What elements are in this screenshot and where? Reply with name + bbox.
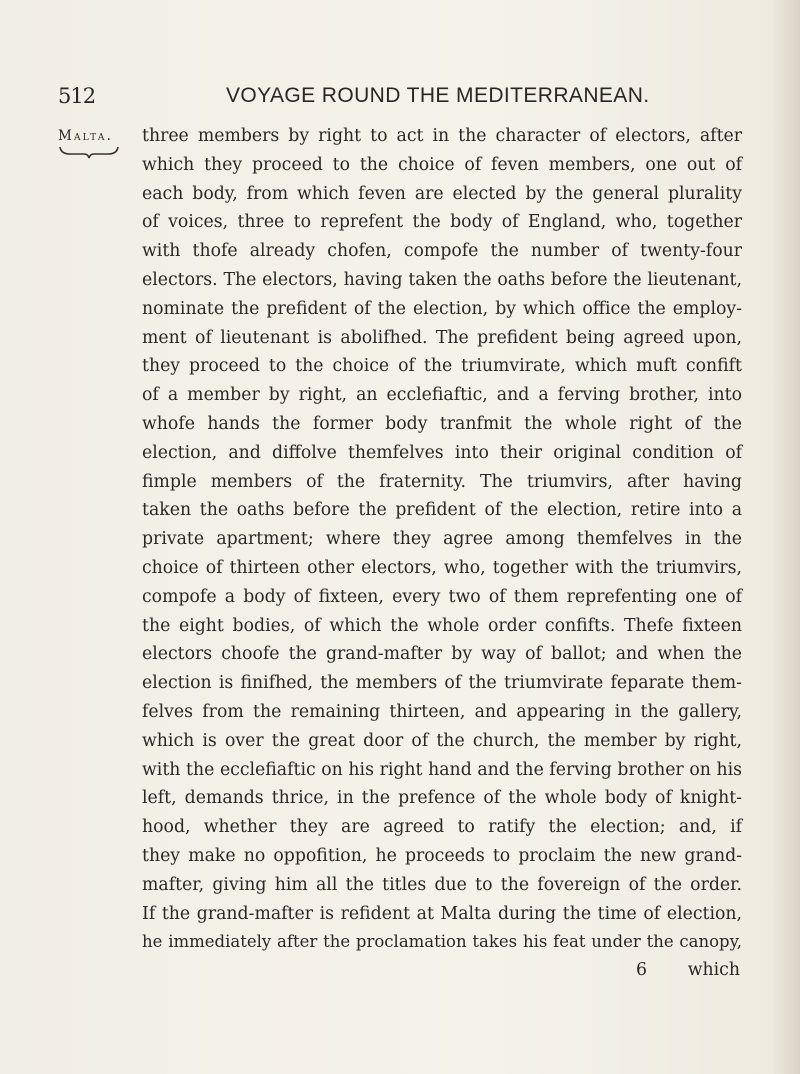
text-line: mafter, giving him all the titles due to the fovereign of the order. (142, 874, 742, 895)
running-title: VOYAGE ROUND THE MEDITERRANEAN. (226, 84, 650, 107)
text-line: election is finifhed, the members of the triumvirate feparate them- (142, 673, 742, 694)
text-line: election, and diffolve themfelves into their original condition of (142, 442, 742, 463)
text-line: with the ecclefiaftic on his right hand and the ferving brother on his (142, 759, 742, 780)
text-line: whofe hands the former body tranfmit the whole right of the (142, 413, 742, 434)
text-line: each body, from which feven are elected by the general plurality (142, 183, 742, 204)
text-line: left, demands thrice, in the prefence of the whole body of knight- (142, 788, 742, 809)
text-line: of a member by right, an ecclefiaftic, and a ferving brother, into (142, 385, 742, 406)
page-edge-shadow (772, 0, 800, 1074)
text-line: of voices, three to reprefent the body of England, who, together (142, 212, 742, 233)
text-line: they make no oppofition, he proceeds to proclaim the new grand- (142, 845, 742, 866)
text-line: which they proceed to the choice of feven members, one out of (142, 154, 742, 175)
text-line: electors. The electors, having taken the oaths before the lieutenant, (142, 269, 742, 290)
text-line: electors choofe the grand-mafter by way of ballot; and when the (142, 644, 742, 665)
margin-note: Malta. (58, 128, 114, 144)
body-text (142, 122, 742, 957)
text-line: with thofe already chofen, compofe the number of twenty-four (142, 241, 742, 262)
text-line: ment of lieutenant is abolifhed. The prefident being agreed upon, (142, 327, 742, 348)
text-line: private apartment; where they agree among themfelves in the (142, 529, 742, 550)
text-line: they proceed to the choice of the triumvirate, which muft confift (142, 356, 742, 377)
margin-brace-icon (58, 145, 120, 159)
text-line: which is over the great door of the church, the member by right, (142, 730, 742, 751)
page-footer (142, 960, 742, 988)
page-header (58, 84, 740, 120)
text-line: nominate the prefident of the election, by which office the employ- (142, 298, 742, 319)
signature-mark: 6 (636, 960, 647, 980)
catchword: which (687, 960, 740, 980)
text-line: fimple members of the fraternity. The triumvirs, after having (142, 471, 742, 492)
text-line: the eight bodies, of which the whole order confifts. Thefe fixteen (142, 615, 742, 636)
text-line: hood, whether they are agreed to ratify the election; and, if (142, 817, 742, 838)
text-line: compofe a body of fixteen, every two of them reprefenting one of (142, 586, 742, 607)
text-line: choice of thirteen other electors, who, together with the triumvirs, (142, 557, 742, 578)
text-line: three members by right to act in the character of electors, after (142, 126, 742, 146)
page-number: 512 (58, 84, 96, 108)
text-line: felves from the remaining thirteen, and appearing in the gallery, (142, 701, 742, 722)
text-line: he immediately after the proclamation takes his feat under the canopy, (142, 932, 742, 952)
text-line: taken the oaths before the prefident of the election, retire into a (142, 500, 742, 521)
text-line: If the grand-mafter is refident at Malta during the time of election, (142, 903, 742, 924)
